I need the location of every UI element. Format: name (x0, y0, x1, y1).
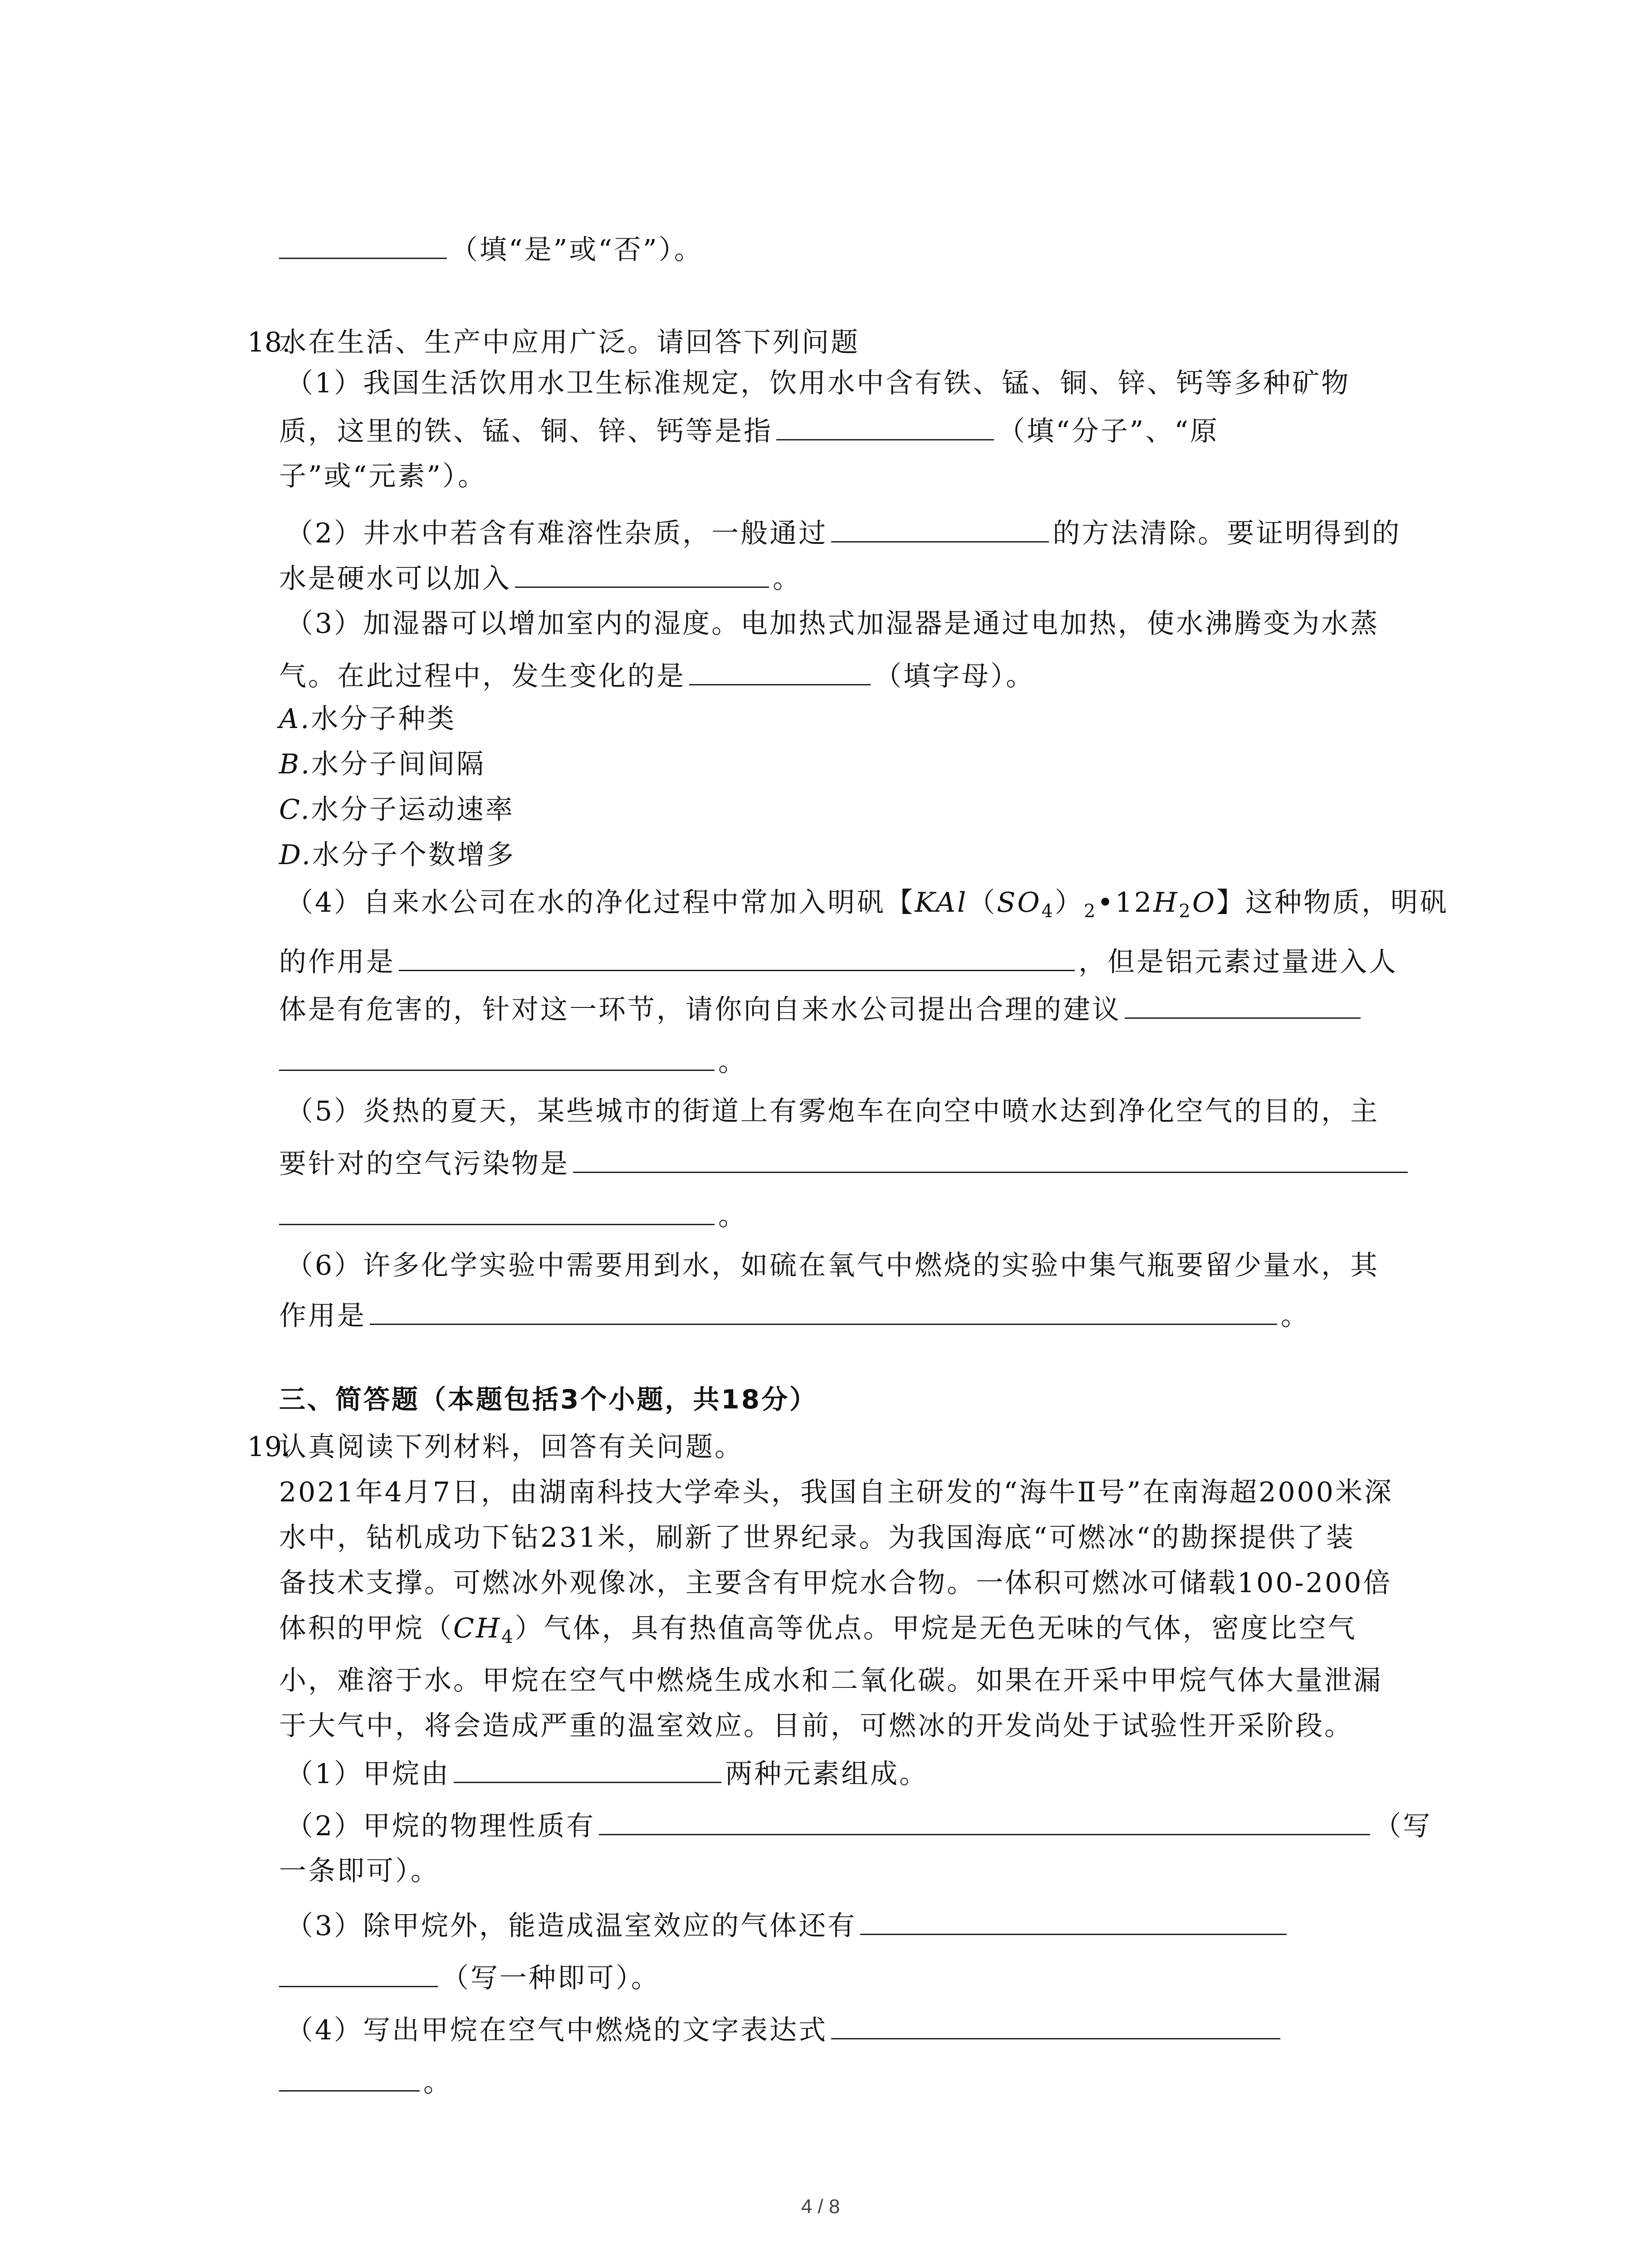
answer-blank[interactable] (689, 658, 871, 685)
page-number: 4 / 8 (801, 2195, 840, 2218)
answer-blank[interactable] (860, 1907, 1287, 1935)
q19-s2-line1: （2）甲烷的物理性质有 （写 (286, 1808, 1432, 1844)
q18-p4-line2: 的作用是 ，但是铝元素过量进入人 (279, 943, 1398, 980)
q19-s2-line2: 一条即可）。 (279, 1855, 440, 1887)
material-line: 2021年4月7日，由湖南科技大学牵头，我国自主研发的“海牛Ⅱ号”在南海超2000米深 (279, 1476, 1393, 1508)
answer-blank[interactable] (279, 231, 447, 259)
q18-p6-line1: （6）许多化学实验中需要用到水，如硫在氧气中燃烧的实验中集气瓶要留少量水，其 (286, 1250, 1380, 1281)
q18-p1-line3: 子”或“元素”）。 (279, 460, 487, 492)
q19-s4-line1: （4）写出甲烷在空气中燃烧的文字表达式 (286, 2012, 1284, 2048)
q18-p4-line1: （4）自来水公司在水的净化过程中常加入明矾【$KAl(SO_4)_2•12H_2O$】这种物质，明矾 (286, 887, 1449, 922)
q18-p1-line1: （1）我国生活饮用水卫生标准规定，饮用水中含有铁、锰、铜、锌、钙等多种矿物 (286, 367, 1351, 399)
q18-p4-line4: 。 (279, 1043, 747, 1080)
q18-p6-line2: 作用是 。 (279, 1297, 1310, 1334)
answer-blank[interactable] (279, 1198, 715, 1225)
q17-answer-line: （填“是”或“否”）。 (279, 231, 703, 268)
q18-p5-line3: 。 (279, 1198, 747, 1234)
material-line: 于大气中，将会造成严重的温室效应。目前，可燃冰的开发尚处于试验性开采阶段。 (279, 1710, 1353, 1742)
option-a: A.水分子种类 (279, 703, 456, 735)
answer-blank[interactable] (370, 1297, 1277, 1325)
answer-blank[interactable] (279, 1960, 438, 1987)
question-stem: 水在生活、生产中应用广泛。请回答下列问题 (279, 327, 860, 358)
material-line: 小，难溶于水。甲烷在空气中燃烧生成水和二氧化碳。如果在开采中甲烷气体大量泄漏 (279, 1665, 1382, 1696)
section-heading: 三、简答题（本题包括3个小题，共18分） (279, 1384, 818, 1415)
q18-p5-line1: （5）炎热的夏天，某些城市的街道上有雾炮车在向空中喷水达到净化空气的目的，主 (286, 1095, 1380, 1127)
answer-blank[interactable] (599, 1808, 1370, 1835)
answer-blank[interactable] (279, 1043, 715, 1071)
q18-p3-line1: （3）加湿器可以增加室内的湿度。电加热式加湿器是通过电加热，使水沸腾变为水蒸 (286, 608, 1380, 640)
q18-p2-line1: （2）井水中若含有难溶性杂质，一般通过 的方法清除。要证明得到的 (286, 515, 1401, 552)
answer-blank[interactable] (831, 515, 1049, 543)
answer-blank[interactable] (399, 943, 1075, 971)
q19-s3-line1: （3）除甲烷外，能造成温室效应的气体还有 (286, 1907, 1290, 1944)
material-line: 水中，钻机成功下钻231米，刷新了世界纪录。为我国海底“可燃冰“的勘探提供了装 (279, 1522, 1355, 1554)
answer-blank[interactable] (515, 560, 769, 588)
question-number: 19. (247, 1431, 291, 1463)
option-b: B.水分子间间隔 (279, 748, 486, 780)
q18-p4-line3: 体是有危害的，针对这一环节，请你向自来水公司提出合理的建议 (279, 991, 1364, 1028)
q18-p2-line2: 水是硬水可以加入 。 (279, 560, 802, 597)
answer-blank[interactable] (1125, 991, 1361, 1019)
option-c: C.水分子运动速率 (279, 794, 514, 826)
answer-blank[interactable] (279, 2064, 420, 2092)
q19-s4-line2: 。 (279, 2064, 452, 2101)
answer-blank[interactable] (573, 1145, 1408, 1173)
option-d: D.水分子个数增多 (279, 839, 516, 871)
answer-blank[interactable] (454, 1755, 721, 1783)
q18-p5-line2: 要针对的空气污染物是 (279, 1145, 1411, 1182)
q18-p1-line2: 质，这里的铁、锰、铜、锌、钙等是指 （填“分子”、“原 (279, 413, 1219, 450)
q19-s1: （1）甲烷由 两种元素组成。 (286, 1755, 928, 1792)
question-number: 18. (247, 327, 291, 358)
material-line: 体积的甲烷$(CH_4)$气体，具有热值高等优点。甲烷是无色无味的气体，密度比空气 (279, 1613, 1357, 1647)
q18-p3-line2: 气。在此过程中，发生变化的是 （填字母）。 (279, 658, 1035, 694)
q19-s3-line2: （写一种即可）。 (279, 1960, 660, 1996)
answer-blank[interactable] (831, 2012, 1280, 2039)
answer-blank[interactable] (776, 413, 994, 440)
question-stem: 认真阅读下列材料，回答有关问题。 (279, 1431, 744, 1463)
material-line: 备技术支撑。可燃冰外观像冰，主要含有甲烷水合物。一体积可燃冰可储载100-200倍 (279, 1567, 1392, 1599)
